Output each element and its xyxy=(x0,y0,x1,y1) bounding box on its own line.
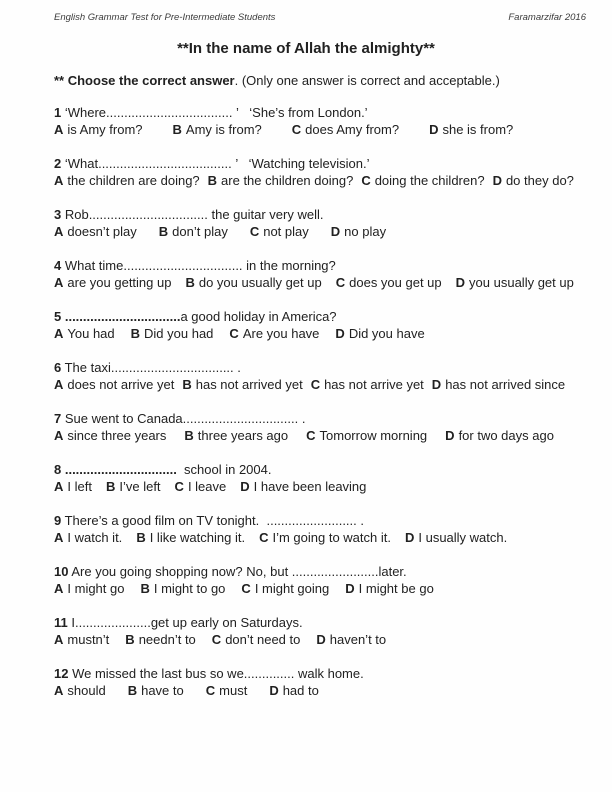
option-a xyxy=(54,428,166,445)
option-d xyxy=(432,377,565,394)
option-letter: A xyxy=(54,325,64,341)
option-a xyxy=(54,632,109,649)
option-b xyxy=(185,275,321,292)
answer-options xyxy=(54,479,586,496)
option-letter: C xyxy=(211,631,222,647)
option-text: are you getting up xyxy=(67,274,172,290)
option-letter: D xyxy=(345,580,355,596)
option-a xyxy=(54,479,92,496)
option-b xyxy=(125,632,196,649)
question-text: ‘What..................................... ’ ‘Watching television.’ xyxy=(61,156,370,171)
question-text: ‘Where................................... ’ ‘She’s from London.’ xyxy=(61,105,368,120)
question-prompt xyxy=(54,615,586,632)
option-letter: D xyxy=(445,427,455,443)
option-d xyxy=(240,479,366,496)
option-text: Are you have xyxy=(242,325,320,341)
option-a xyxy=(54,581,124,598)
option-letter: D xyxy=(335,325,345,341)
question-text: a good holiday in America? xyxy=(180,309,337,324)
option-text: Amy is from? xyxy=(185,121,262,137)
option-a xyxy=(54,326,115,343)
option-text: I leave xyxy=(187,478,227,494)
option-text: is Amy from? xyxy=(67,121,143,137)
option-text: You had xyxy=(67,325,115,341)
option-letter: C xyxy=(291,121,302,137)
question-number: 4 xyxy=(54,258,62,273)
option-b xyxy=(208,173,354,190)
question-10 xyxy=(54,564,586,597)
option-c xyxy=(175,479,227,496)
question-8 xyxy=(54,462,586,495)
question-prompt xyxy=(54,105,586,122)
question-4 xyxy=(54,258,586,291)
option-c xyxy=(250,224,309,241)
option-letter: A xyxy=(54,376,64,392)
option-b xyxy=(136,530,245,547)
question-prompt xyxy=(54,564,586,581)
option-d xyxy=(316,632,386,649)
header-left-text: English Grammar Test for Pre-Intermediate Students xyxy=(54,12,276,23)
option-text: I’m going to watch it. xyxy=(272,529,391,545)
option-c xyxy=(306,428,427,445)
option-text: had to xyxy=(282,682,319,698)
question-text: Are you going shopping now? No, but ........................later. xyxy=(68,564,407,579)
option-letter: A xyxy=(54,121,64,137)
question-number: 3 xyxy=(54,207,62,222)
option-a xyxy=(54,530,122,547)
option-c xyxy=(229,326,319,343)
option-text: the children are doing? xyxy=(67,172,200,188)
option-text: does you get up xyxy=(349,274,442,290)
option-text: don’t need to xyxy=(225,631,301,647)
question-1 xyxy=(54,105,586,138)
question-prompt xyxy=(54,513,586,530)
question-number: 9 xyxy=(54,513,62,528)
option-letter: D xyxy=(240,478,250,494)
option-letter: B xyxy=(140,580,150,596)
option-letter: C xyxy=(361,172,371,188)
option-letter: C xyxy=(335,274,346,290)
answer-options xyxy=(54,428,586,445)
option-letter: C xyxy=(205,682,216,698)
question-5 xyxy=(54,309,586,342)
option-text: I might be go xyxy=(358,580,434,596)
option-d xyxy=(405,530,507,547)
option-text: for two days ago xyxy=(458,427,554,443)
answer-options xyxy=(54,275,586,292)
option-text: I might go xyxy=(67,580,125,596)
answer-options xyxy=(54,530,586,547)
option-c xyxy=(206,683,248,700)
option-letter: A xyxy=(54,478,64,494)
option-a xyxy=(54,173,200,190)
option-text: have to xyxy=(141,682,184,698)
option-d xyxy=(429,122,513,139)
page-title: **In the name of Allah the almighty** xyxy=(177,40,435,57)
question-list xyxy=(54,105,586,699)
option-letter: B xyxy=(158,223,169,239)
option-d xyxy=(445,428,554,445)
option-d xyxy=(456,275,574,292)
option-letter: D xyxy=(316,631,326,647)
question-6 xyxy=(54,360,586,393)
question-text: I.....................get up early on Saturdays. xyxy=(67,615,303,630)
option-text: Tomorrow morning xyxy=(319,427,428,443)
option-text: don’t play xyxy=(172,223,228,239)
option-letter: B xyxy=(172,121,182,137)
option-letter: B xyxy=(207,172,218,188)
question-prompt xyxy=(54,309,586,326)
option-letter: D xyxy=(429,121,439,137)
option-b xyxy=(140,581,225,598)
answer-options xyxy=(54,632,586,649)
option-text: doesn’t play xyxy=(67,223,137,239)
question-prompt xyxy=(54,360,586,377)
option-letter: B xyxy=(130,325,141,341)
option-letter: A xyxy=(54,631,64,647)
answer-options xyxy=(54,173,586,190)
answer-options xyxy=(54,326,586,343)
option-text: I watch it. xyxy=(67,529,123,545)
question-text: The taxi.................................. . xyxy=(61,360,241,375)
option-letter: C xyxy=(229,325,239,341)
option-letter: B xyxy=(127,682,138,698)
option-letter: D xyxy=(455,274,466,290)
question-number: 7 xyxy=(54,411,62,426)
instruction-rest-text: . (Only one answer is correct and acceptable.) xyxy=(234,73,500,88)
option-text: Did you have xyxy=(348,325,425,341)
option-b xyxy=(106,479,161,496)
question-number: 8 xyxy=(54,462,62,477)
option-text: I have been leaving xyxy=(253,478,367,494)
question-prompt xyxy=(54,411,586,428)
option-letter: C xyxy=(310,376,321,392)
option-text: I might to go xyxy=(153,580,226,596)
option-text: doing the children? xyxy=(374,172,485,188)
question-number: 6 xyxy=(54,360,62,375)
option-letter: B xyxy=(136,529,146,545)
option-text: does Amy from? xyxy=(305,121,400,137)
option-text: not play xyxy=(263,223,309,239)
question-2 xyxy=(54,156,586,189)
option-c xyxy=(241,581,329,598)
option-b xyxy=(128,683,184,700)
question-number: 5 xyxy=(54,309,62,324)
option-text: has not arrived yet xyxy=(195,376,303,392)
question-bold-dots: ............................... xyxy=(61,462,177,477)
option-a xyxy=(54,683,106,700)
instruction-line xyxy=(54,72,586,89)
option-text: does not arrive yet xyxy=(67,376,175,392)
option-text: she is from? xyxy=(442,121,514,137)
answer-options xyxy=(54,377,586,394)
question-number: 1 xyxy=(54,105,62,120)
option-b xyxy=(131,326,214,343)
page-header xyxy=(54,12,586,23)
option-letter: B xyxy=(105,478,116,494)
question-text: What time................................. in the morning? xyxy=(61,258,336,273)
option-d xyxy=(335,326,424,343)
option-d xyxy=(269,683,319,700)
option-text: has not arrived since xyxy=(445,376,566,392)
option-d xyxy=(493,173,574,190)
question-text: There’s a good film on TV tonight. ......................... . xyxy=(61,513,364,528)
answer-options xyxy=(54,122,586,139)
option-text: are the children doing? xyxy=(221,172,354,188)
question-number: 11 xyxy=(54,615,68,630)
question-text: school in 2004. xyxy=(176,462,272,477)
option-c xyxy=(292,122,399,139)
question-text: We missed the last bus so we.............. walk home. xyxy=(68,666,364,681)
answer-options xyxy=(54,581,586,598)
question-prompt xyxy=(54,258,586,275)
option-letter: C xyxy=(249,223,260,239)
option-text: no play xyxy=(344,223,387,239)
option-text: three years ago xyxy=(197,427,289,443)
question-9 xyxy=(54,513,586,546)
option-text: has not arrive yet xyxy=(324,376,424,392)
option-b xyxy=(159,224,228,241)
option-c xyxy=(259,530,391,547)
question-number: 2 xyxy=(54,156,62,171)
option-text: Did you had xyxy=(144,325,214,341)
question-prompt xyxy=(54,156,586,173)
question-3 xyxy=(54,207,586,240)
answer-options xyxy=(54,683,586,700)
option-letter: B xyxy=(125,631,135,647)
instruction-bold-text: ** Choose the correct answer xyxy=(54,73,235,88)
option-c xyxy=(212,632,301,649)
option-text: you usually get up xyxy=(469,274,574,290)
option-letter: C xyxy=(174,478,184,494)
option-letter: B xyxy=(185,274,195,290)
option-letter: C xyxy=(306,427,316,443)
option-text: needn’t to xyxy=(138,631,196,647)
option-a xyxy=(54,122,143,139)
option-a xyxy=(54,377,174,394)
option-letter: D xyxy=(404,529,415,545)
option-a xyxy=(54,275,171,292)
question-number: 10 xyxy=(54,564,69,579)
question-12 xyxy=(54,666,586,699)
option-letter: A xyxy=(54,223,64,239)
question-prompt xyxy=(54,462,586,479)
option-letter: D xyxy=(492,172,502,188)
option-letter: B xyxy=(184,427,194,443)
option-letter: A xyxy=(54,580,64,596)
option-letter: D xyxy=(269,682,279,698)
option-text: I like watching it. xyxy=(149,529,246,545)
option-d xyxy=(345,581,434,598)
option-letter: C xyxy=(241,580,251,596)
option-text: I’ve left xyxy=(119,478,161,494)
question-bold-dots: ................................ xyxy=(61,309,181,324)
option-text: do you usually get up xyxy=(198,274,322,290)
question-number: 12 xyxy=(54,666,69,681)
option-letter: A xyxy=(54,529,64,545)
option-letter: A xyxy=(54,172,64,188)
option-text: I might going xyxy=(254,580,330,596)
question-text: Rob................................. the guitar very well. xyxy=(61,207,324,222)
option-text: mustn’t xyxy=(67,631,110,647)
option-text: I usually watch. xyxy=(418,529,508,545)
question-11 xyxy=(54,615,586,648)
option-text: should xyxy=(67,682,106,698)
option-c xyxy=(361,173,484,190)
option-text: must xyxy=(219,682,248,698)
question-text: Sue went to Canada................................ . xyxy=(61,411,306,426)
question-7 xyxy=(54,411,586,444)
option-b xyxy=(173,122,262,139)
header-right-text: Faramarzifar 2016 xyxy=(508,12,586,23)
option-b xyxy=(184,428,288,445)
option-letter: A xyxy=(54,682,64,698)
option-letter: A xyxy=(54,427,64,443)
option-letter: A xyxy=(54,274,64,290)
option-letter: D xyxy=(431,376,442,392)
option-text: I left xyxy=(67,478,92,494)
question-prompt xyxy=(54,207,586,224)
option-c xyxy=(336,275,442,292)
option-letter: B xyxy=(182,376,192,392)
option-d xyxy=(331,224,386,241)
option-text: since three years xyxy=(67,427,167,443)
option-a xyxy=(54,224,137,241)
option-text: do they do? xyxy=(505,172,574,188)
option-c xyxy=(311,377,424,394)
option-text: haven’t to xyxy=(329,631,387,647)
option-b xyxy=(182,377,302,394)
option-letter: D xyxy=(330,223,341,239)
option-letter: C xyxy=(259,529,269,545)
answer-options xyxy=(54,224,586,241)
question-prompt xyxy=(54,666,586,683)
